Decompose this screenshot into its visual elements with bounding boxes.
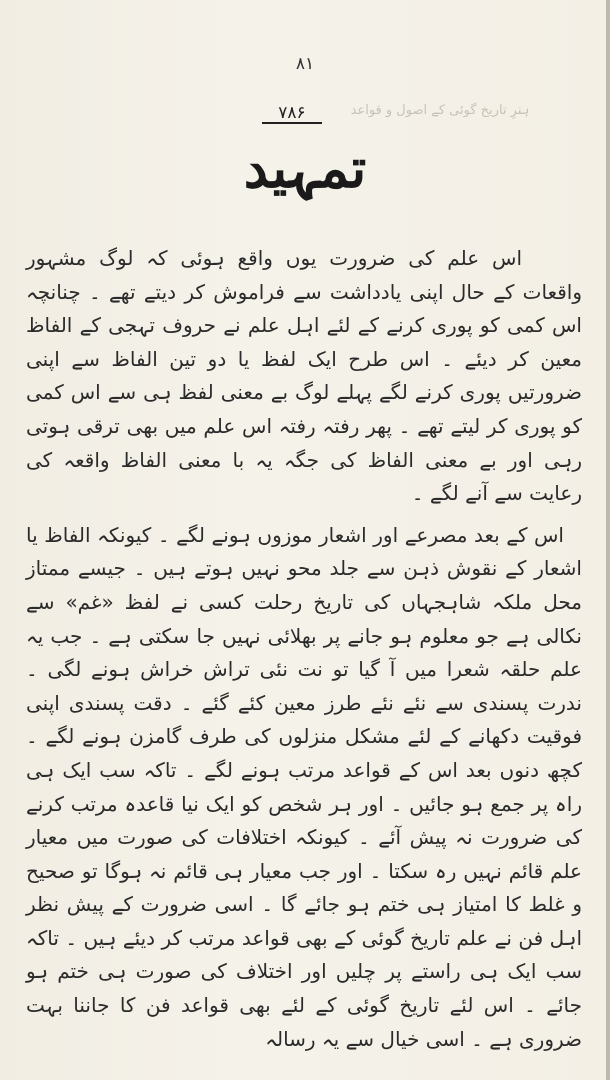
page-title: تمہید [243,136,367,200]
paragraph-2: اس کے بعد مصرعے اور اشعار موزوں ہونے لگے ۔ کیونکہ الفاظ یا اشعار کے نقوش ذہن سے جلد محو نہیں ہوتے ہیں ۔ جیسے ممتاز محل ملکہ شاہجہاں کی تاریخ رحلت کسی نے لفظ «غم» سے نکالی ہے جو معلوم ہو جانے پر بھلائی نہیں جا سکتی ہے ۔ جب یہ علم حلقہ شعرا میں آ گیا تو نت نئی تراش خراش ہونے لگی ۔ ندرت پسندی سے نئے نئے طرز معین کئے گئے ۔ دقت پسندی اپنی فوقیت دکھانے کے لئے مشکل منزلوں کی طرف گامزن ہونے لگے ۔ کچھ دنوں بعد اس کے قواعد مرتب ہونے لگے ۔ تاکہ سب ایک ہی راہ پر جمع ہو جائیں ۔ اور ہر شخص کو ایک نیا قاعدہ مرتب کرنے کی ضرورت نہ پیش آئے ۔ کیونکہ اختلافات کی صورت میں معیار علم قائم نہیں رہ سکتا ۔ اور جب معیار ہی قائم نہ ہوگا تو صحیح و غلط کا امتیاز ہی ختم ہو جائے گا ۔ اسی ضرورت کے پیش نظر اہل فن نے علم تاریخ گوئی کے بھی قواعد مرتب کر دیئے ہیں ۔ تاکہ سب ایک ہی راستے پر چلیں اور اختلاف کی صورت ہی ختم ہو جائے ۔ اس لئے تاریخ گوئی کے لئے بھی قواعد فن کا جاننا بہت ضروری ہے ۔ اسی خیال سے یہ رسالہ [26,522,582,1051]
body-text [26,242,582,1056]
page-number: ۸۱ [295,54,315,74]
faint-header-text: ہنرِ تاریخ گوئی کے اصول و قواعد [350,103,530,118]
chapter-number: ۷۸۶ [262,104,322,124]
paragraph-1: اس علم کی ضرورت یوں واقع ہوئی کہ لوگ مشہور واقعات کے حال اپنی یادداشت سے فراموش کر دیتے تھے ۔ چنانچہ اس کمی کو پوری کرنے کے لئے اہل علم نے حروف تہجی کے الفاظ معین کر دیئے ۔ اس طرح ایک لفظ یا دو تین الفاظ سے اپنی ضرورتیں پوری کرنے لگے پہلے لوگ بے معنی لفظ ہی سے اس کمی کو پوری کر لیتے تھے ۔ پھر رفتہ رفتہ اس علم میں بھی ترقی ہوتی رہی اور بے معنی الفاظ کی جگہ یہ با معنی الفاظ واقعہ کی رعایت سے آنے لگے ۔ [26,246,582,506]
